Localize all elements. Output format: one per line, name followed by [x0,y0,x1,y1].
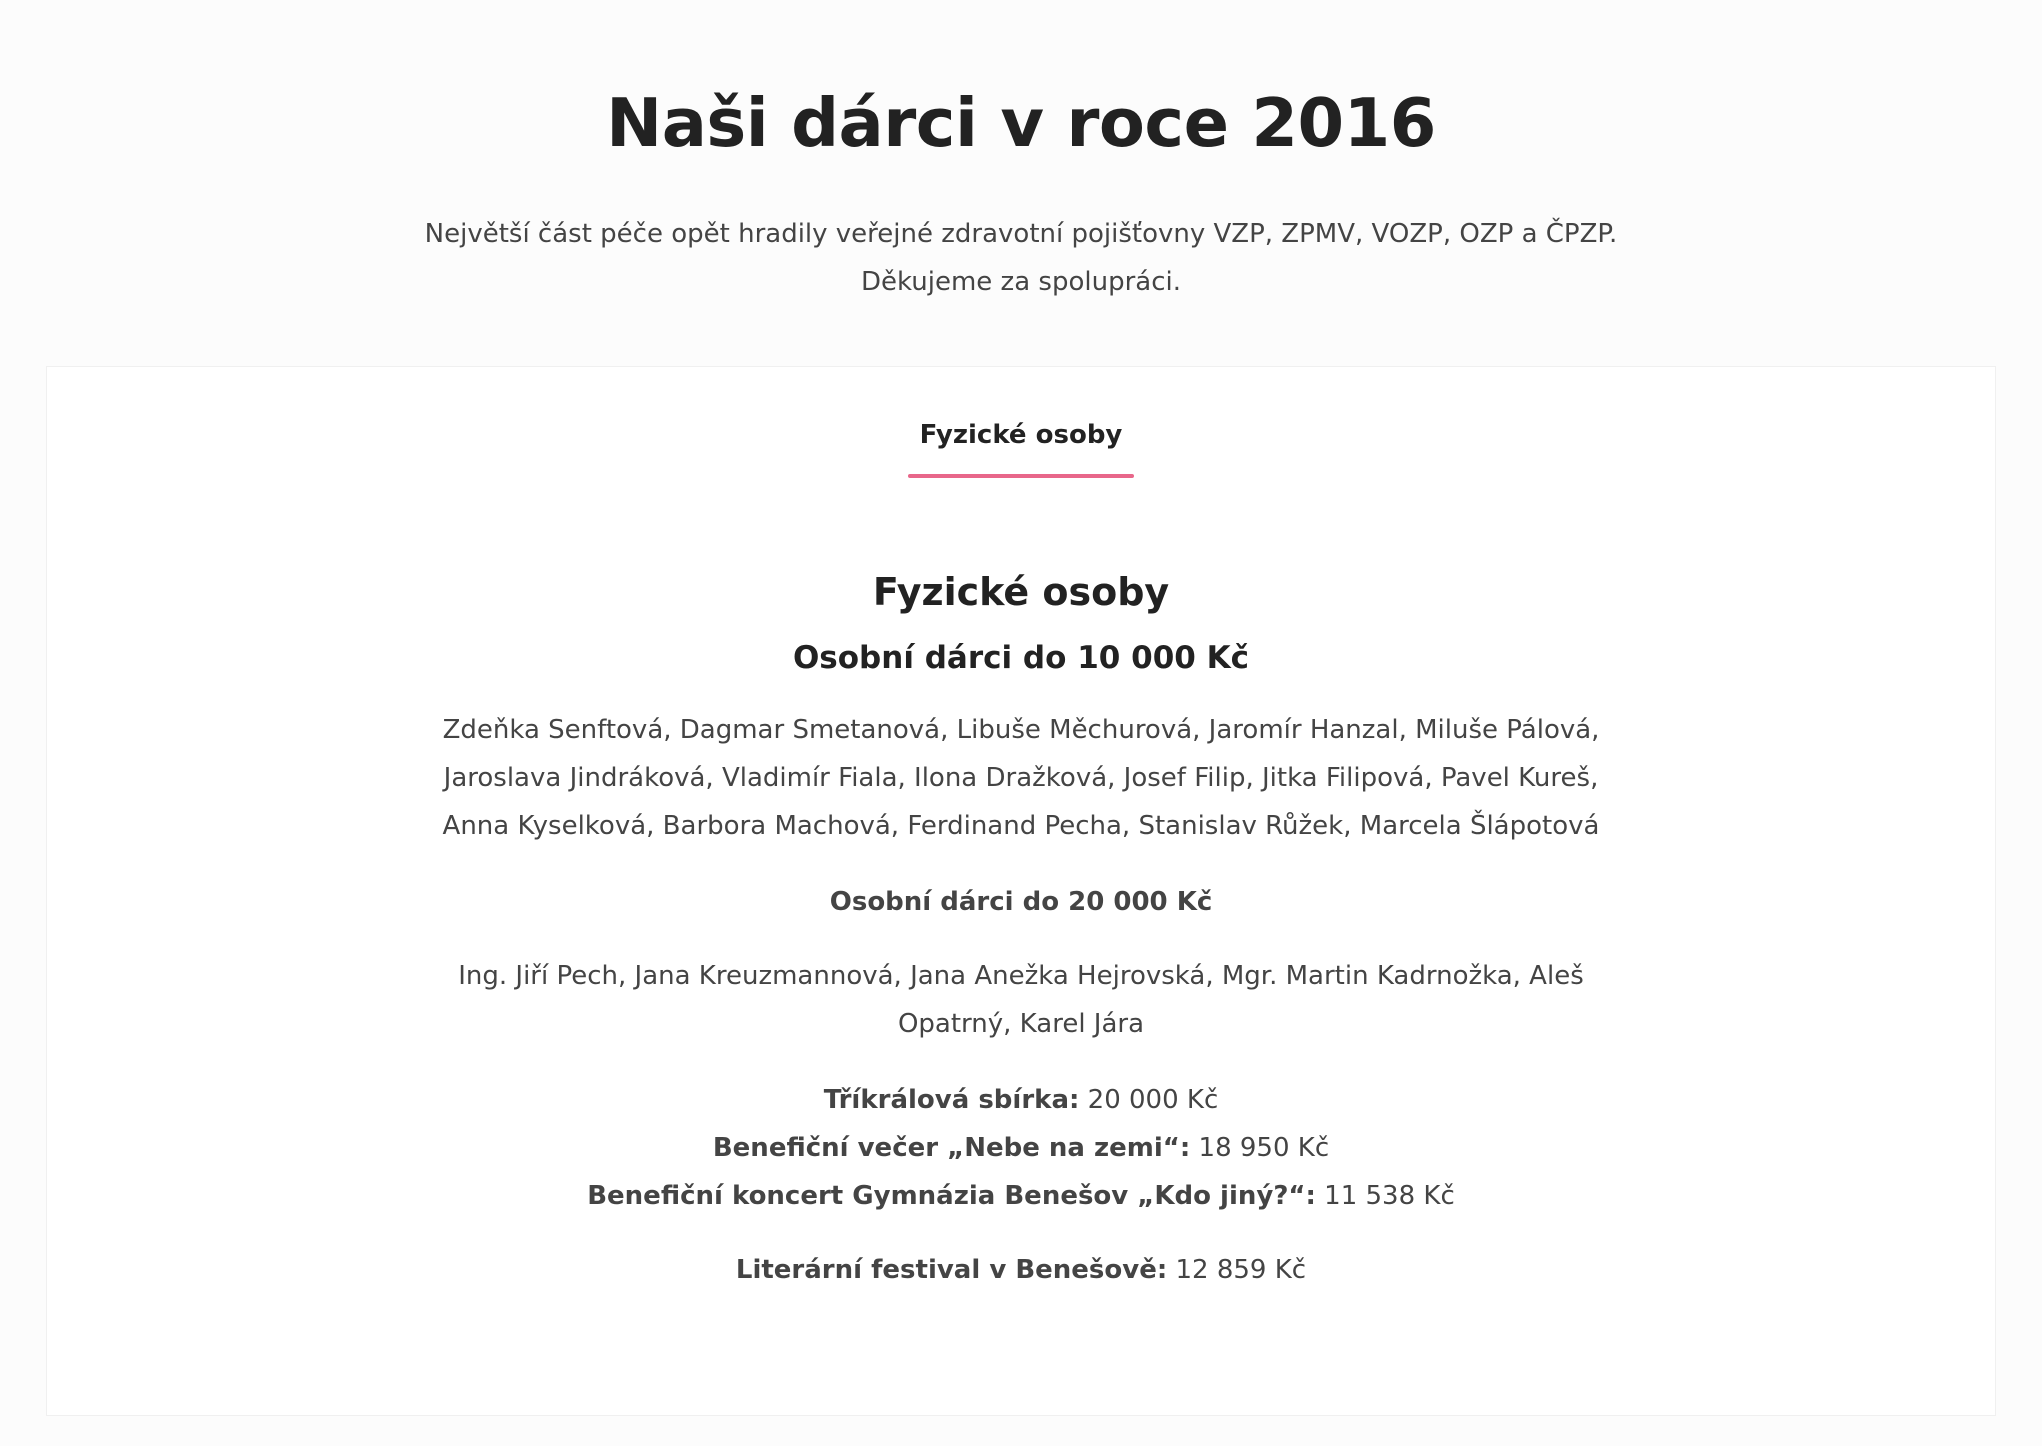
event-label: Benefiční večer „Nebe na zemi“: [712,1133,1191,1163]
tab-fyzicke-osoby[interactable] [908,400,1134,478]
event-item [360,1172,1682,1220]
group1-names-line-3: Anna Kyselková, Barbora Machová, Ferdinand Pecha, Stanislav Růžek, Marcela Šlápotová [442,811,1600,841]
group1-names-line-2: Jaroslava Jindráková, Vladimír Fiala, Ilona Dražková, Josef Filip, Jitka Filipová, Pavel Kureš, [443,763,1599,793]
event-value: 11 538 Kč [1315,1181,1455,1211]
group2-names-line-2: Opatrný, Karel Jára [897,1009,1145,1039]
page-title: Naši dárci v roce 2016 [606,84,1436,162]
group1-names-line-1: Zdeňka Senftová, Dagmar Smetanová, Libuše Měchurová, Jaromír Hanzal, Miluše Pálová, [442,715,1600,745]
group1-heading: Osobní dárci do 10 000 Kč [792,640,1250,676]
group2-heading: Osobní dárci do 20 000 Kč [829,887,1213,917]
event-item [360,1076,1682,1124]
group2-names [360,952,1682,1048]
event-item [360,1124,1682,1172]
section-heading: Fyzické osoby [872,570,1170,614]
events-list [360,1076,1682,1220]
event-value: 20 000 Kč [1079,1085,1219,1115]
event-label: Benefiční koncert Gymnázia Benešov „Kdo jiný?“: [587,1181,1316,1211]
intro-text [360,210,1682,306]
event-label: Tříkrálová sbírka: [823,1085,1080,1115]
event-value: 18 950 Kč [1190,1133,1330,1163]
intro-line-1: Největší část péče opět hradily veřejné zdravotní pojišťovny VZP, ZPMV, VOZP, OZP a ČPZP. [424,219,1618,249]
festival-value: 12 859 Kč [1167,1255,1307,1285]
festival-label: Literární festival v Benešově: [735,1255,1168,1285]
group2-names-line-1: Ing. Jiří Pech, Jana Kreuzmannová, Jana Anežka Hejrovská, Mgr. Martin Kadrnožka, Aleš [458,961,1584,991]
tab-active-indicator [908,474,1134,478]
tab-label: Fyzické osoby [919,420,1123,450]
festival-item [360,1246,1682,1294]
intro-line-2: Děkujeme za spolupráci. [861,267,1181,297]
group1-names [360,706,1682,850]
